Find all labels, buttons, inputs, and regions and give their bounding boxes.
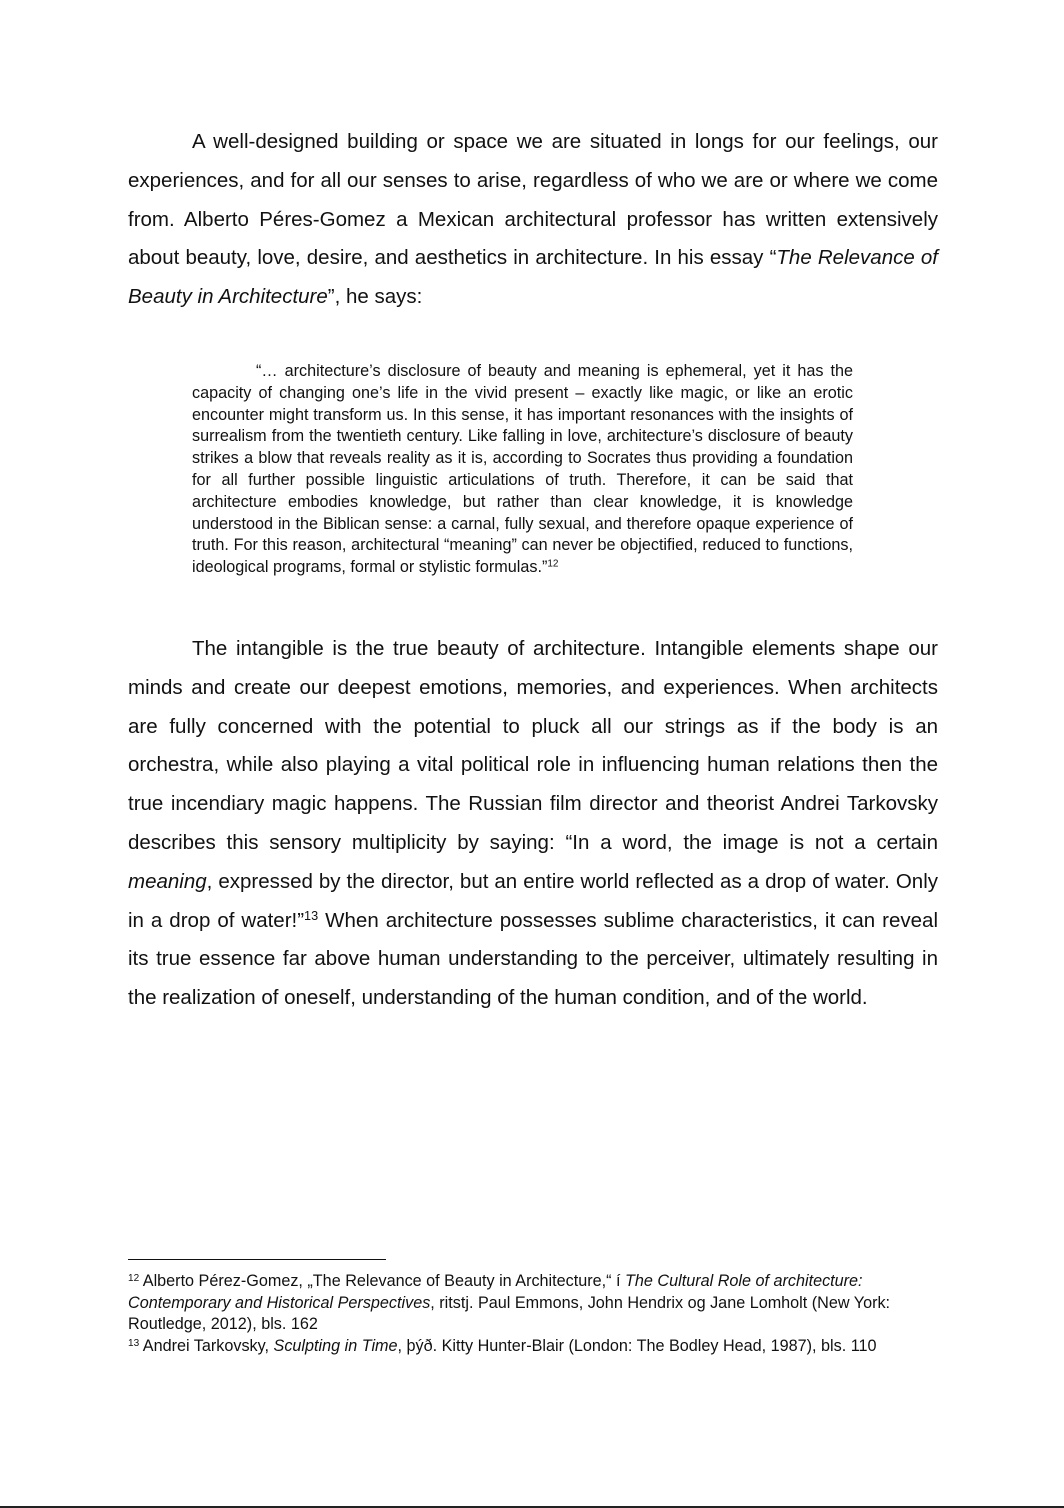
footnote-12 [128,1271,938,1336]
footnote-text-b: , ritstj. Paul Emmons, John Hendrix og Jane Lomholt (New York: Routledge, 2012), bls. 162 [128,1293,891,1333]
quote-text: “… architecture’s disclosure of beauty and meaning is ephemeral, yet it has the capacity of changing one’s life in the vivid present – exactly like magic, or like an erotic encounter might transform us. In this sense, it has important resonances with the insights of surrealism from the twentieth century. Like falling in love, architecture’s disclosure of beauty strikes a blow that reveals reality as it is, according to Socrates thus providing a foundation for all further possible linguistic articulations of truth. Therefore, it can be said that architecture embodies knowledge, but rather than clear knowledge, it is knowledge understood in the Biblican sense: a carnal, fully sexual, and therefore opaque experience of truth. For this reason, architectural “meaning” can never be objectified, reduced to functions, ideological programs, formal or stylistic formulas.” [192,362,853,577]
footnote-13 [128,1336,938,1358]
para1-text-b: ”, he says: [327,285,423,309]
para2-text-c: When architecture possesses sublime characteristics, it can reveal its true essence far above human understanding to the perceiver, ultimately resulting in the realization of oneself, understanding of the human condition, and of the world. [128,908,938,1010]
italic-meaning: meaning [128,869,207,893]
footnote-ref-12[interactable]: 12 [547,558,559,570]
para2-text-b: , expressed by the director, but an entire world reflected as a drop of water. Only in a drop of water!” [128,869,938,932]
footnote-text-a: Alberto Pérez-Gomez, „The Relevance of Beauty in Architecture,“ í [139,1272,626,1290]
para2-text-a: The intangible is the true beauty of architecture. Intangible elements shape our minds and create our deepest emotions, memories, and experiences. When architects are fully concerned with the potential to pluck all our strings as if the body is an orchestra, while also playing a vital political role in influencing human relations then the true incendiary magic happens. The Russian film director and theorist Andrei Tarkovsky describes this sensory multiplicity by saying: “In a word, the image is not a certain [128,637,938,854]
body-paragraph-2 [128,630,938,1018]
essay-title: The Relevance of Beauty in Architecture [128,246,938,309]
footnote-book-title: Sculpting in Time [273,1336,398,1355]
footnote-text-b: , þýð. Kitty Hunter-Blair (London: The Bodley Head, 1987), bls. 110 [397,1336,877,1355]
footnote-book-title: The Cultural Role of architecture: Contemporary and Historical Perspectives [128,1272,863,1312]
footnotes [128,1271,938,1357]
block-quote [192,361,853,579]
footnote-number: 12 [128,1272,140,1284]
footnote-number: 13 [128,1337,140,1349]
footnote-text-a: Andrei Tarkovsky, [139,1336,274,1355]
body-paragraph-1 [128,123,938,317]
footnote-separator [128,1259,386,1260]
para1-text-a: A well-designed building or space we are situated in longs for our feelings, our experiences, and for all our senses to arise, regardless of who we are or where we come from. Alberto Péres-Gomez a Mexican architectural professor has written extensively about beauty, love, desire, and aesthetics in architecture. In his essay “ [128,130,938,270]
footnote-ref-13[interactable]: 13 [304,907,319,923]
